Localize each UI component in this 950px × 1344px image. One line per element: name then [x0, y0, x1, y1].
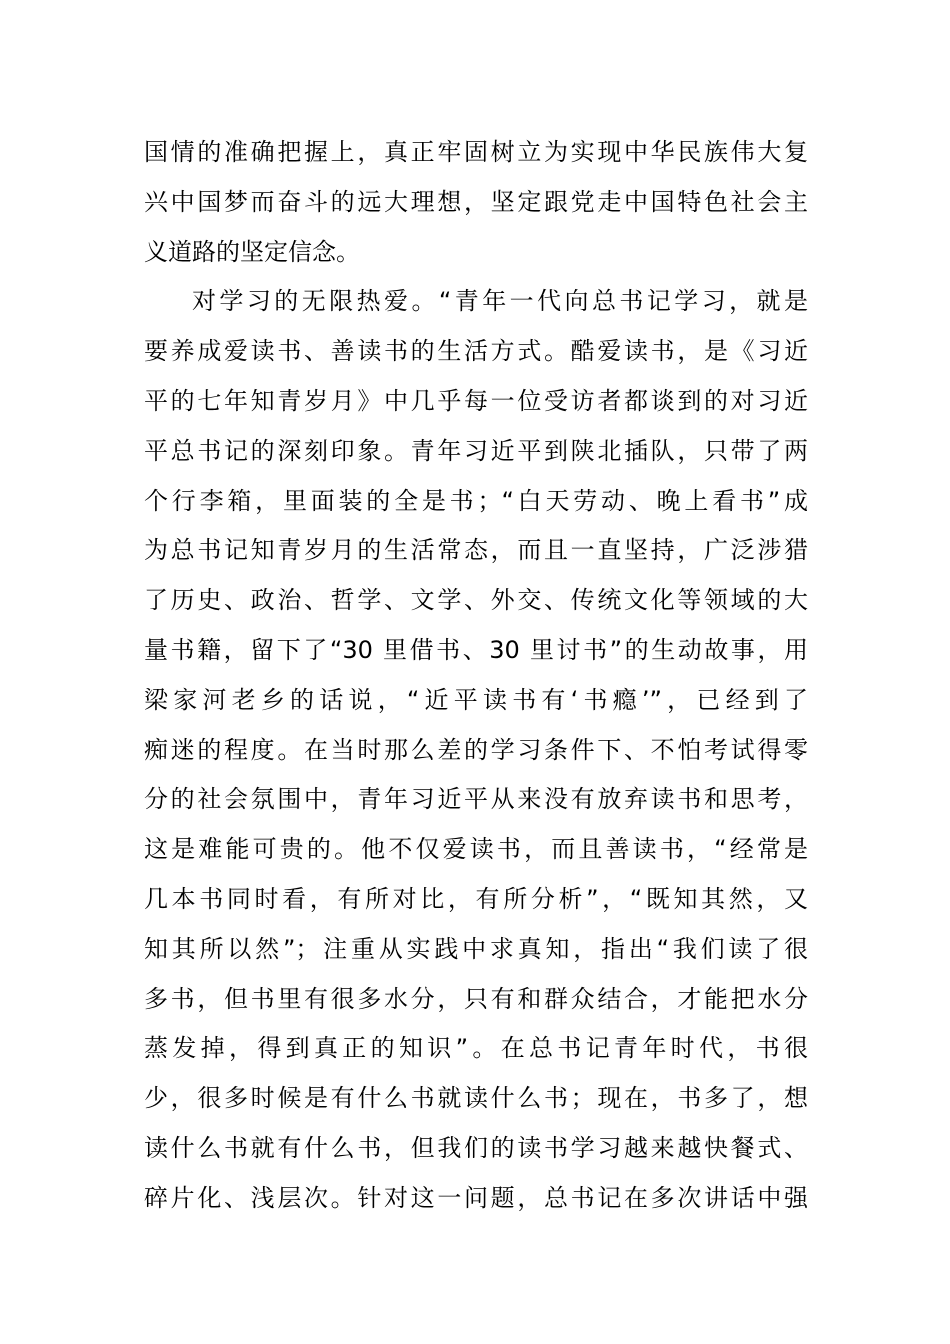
text-line: 了历史、政治、哲学、文学、外交、传统文化等领域的大 [144, 586, 808, 615]
text-line: 知其所以然”；注重从实践中求真知，指出“我们读了很 [144, 934, 808, 963]
text-line: 要养成爱读书、善读书的生活方式。酷爱读书，是《习近 [144, 337, 808, 366]
text-line: 国情的准确把握上，真正牢固树立为实现中华民族伟大复 [144, 138, 808, 166]
text-line: 兴中国梦而奋斗的远大理想，坚定跟党走中国特色社会主 [144, 187, 808, 216]
text-line: 碎片化、浅层次。针对这一问题，总书记在多次讲话中强 [144, 1183, 808, 1212]
text-line: 平总书记的深刻印象。青年习近平到陕北插队，只带了两 [144, 436, 808, 465]
text-line: 个行李箱，里面装的全是书；“白天劳动、晚上看书”成 [144, 486, 808, 515]
text-line: 分的社会氛围中，青年习近平从来没有放弃读书和思考， [144, 785, 808, 814]
text-line: 痴迷的程度。在当时那么差的学习条件下、不怕考试得零 [144, 735, 808, 764]
text-line: 平的七年知青岁月》中几乎每一位受访者都谈到的对习近 [144, 386, 808, 415]
paragraph-first-line: 对学习的无限热爱。“青年一代向总书记学习，就是 [192, 287, 808, 316]
text-line: 读什么书就有什么书，但我们的读书学习越来越快餐式、 [144, 1133, 808, 1162]
text-line: 为总书记知青岁月的生活常态，而且一直坚持，广泛涉猎 [144, 536, 808, 565]
text-line: 多书，但书里有很多水分，只有和群众结合，才能把水分 [144, 984, 808, 1013]
text-line: 蒸发掉，得到真正的知识”。在总书记青年时代，书很 [144, 1034, 808, 1063]
text-line: 梁家河老乡的话说，“近平读书有‘书瘾’”，已经到了 [144, 685, 808, 714]
text-line: 量书籍，留下了“30 里借书、30 里讨书”的生动故事，用 [144, 635, 808, 664]
text-line: 这是难能可贵的。他不仅爱读书，而且善读书，“经常是 [144, 835, 808, 864]
body-text [144, 128, 808, 1224]
text-line: 义道路的坚定信念。 [144, 237, 360, 266]
text-line: 少，很多时候是有什么书就读什么书；现在，书多了，想 [144, 1084, 808, 1113]
text-line: 几本书同时看，有所对比，有所分析”，“既知其然，又 [144, 884, 808, 913]
